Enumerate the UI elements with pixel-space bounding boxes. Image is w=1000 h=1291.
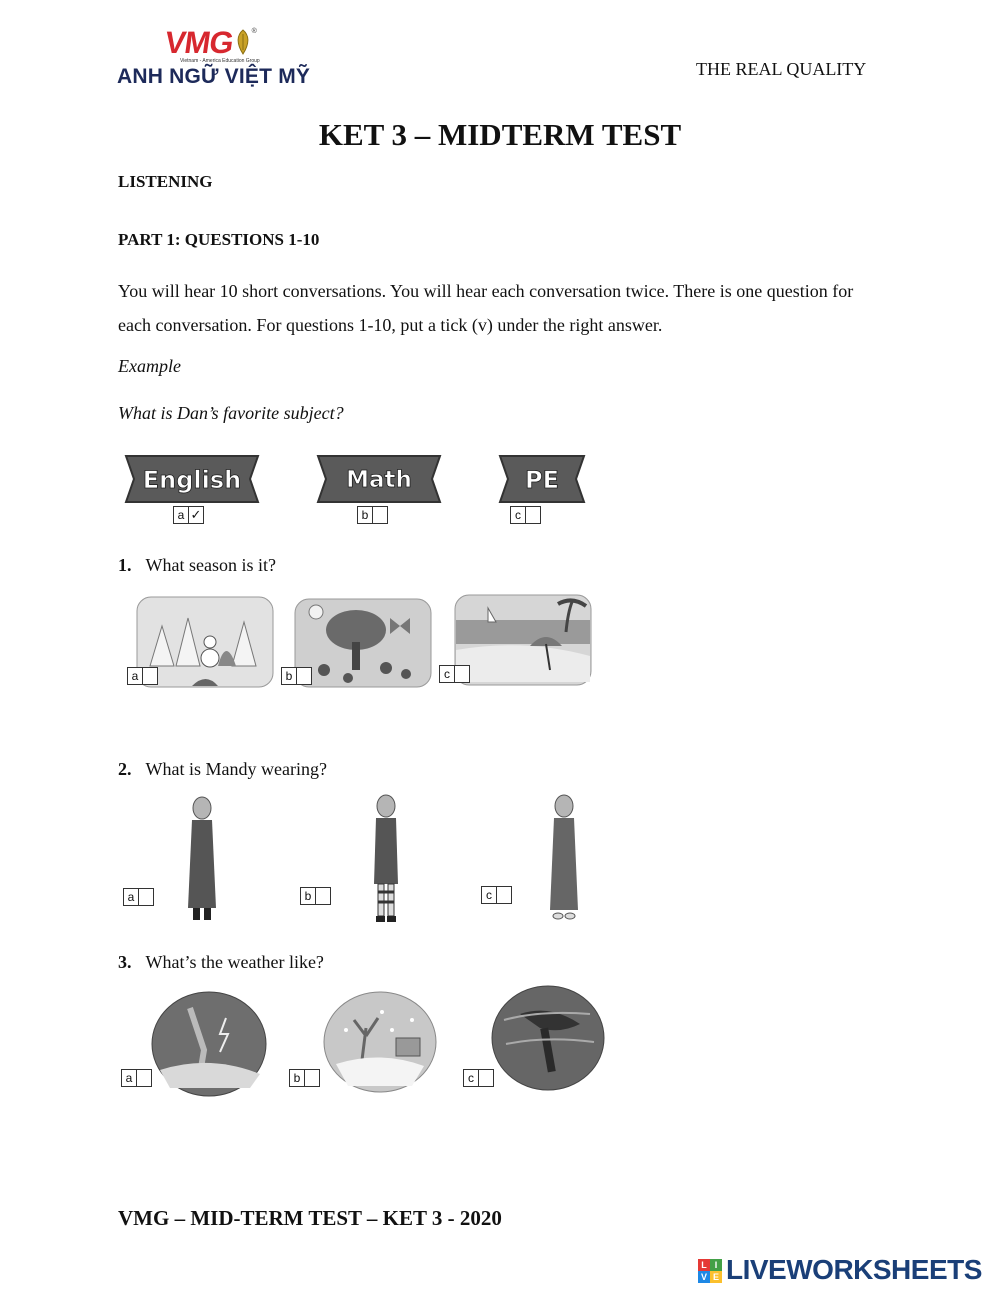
- logo-subtitle: Vietnam - America Education Group: [180, 58, 260, 64]
- part-heading: PART 1: QUESTIONS 1-10: [118, 230, 320, 249]
- logo-registered: ®: [251, 28, 257, 35]
- vmg-logo: [162, 25, 257, 60]
- girl-in-long-dress-sandals-picture: [544, 792, 584, 924]
- example-label: Example: [118, 356, 181, 376]
- example-answer-b[interactable]: [357, 506, 388, 524]
- q1-answer-b[interactable]: [281, 667, 312, 685]
- answer-box: [316, 888, 330, 904]
- spring-scene-picture: [294, 598, 432, 688]
- q2-answer-b[interactable]: [300, 887, 331, 905]
- answer-letter: b: [282, 668, 297, 684]
- answer-box: [143, 668, 157, 684]
- answer-box: [526, 507, 540, 523]
- question-number: 2.: [118, 759, 132, 779]
- question-text: What is Mandy wearing?: [145, 759, 327, 779]
- logo-name: ANH NGỮ VIỆT MỸ: [117, 65, 311, 88]
- tick-mark: ✓: [190, 507, 202, 522]
- q3-answer-b[interactable]: [289, 1069, 320, 1087]
- answer-letter: a: [124, 889, 139, 905]
- answer-letter: b: [358, 507, 373, 523]
- answer-letter: c: [464, 1070, 479, 1086]
- logo-brand: VMG: [162, 25, 236, 60]
- windy-scene-picture: [490, 984, 606, 1092]
- answer-letter: a: [122, 1070, 137, 1086]
- subject-word-english: English: [142, 466, 242, 494]
- snowy-scene-picture: [322, 990, 438, 1094]
- q1-answer-a[interactable]: [127, 667, 158, 685]
- subject-word-math: Math: [346, 467, 412, 493]
- question-number: 3.: [118, 952, 132, 972]
- question-number: 1.: [118, 555, 132, 575]
- q2-answer-a[interactable]: [123, 888, 154, 906]
- q3-answer-c[interactable]: [463, 1069, 494, 1087]
- page-title: KET 3 – MIDTERM TEST: [318, 117, 682, 152]
- answer-letter: c: [440, 666, 455, 682]
- question-3: [118, 952, 324, 973]
- question-text: What’s the weather like?: [145, 952, 324, 972]
- q1-answer-c[interactable]: [439, 665, 470, 683]
- q2-answer-c[interactable]: [481, 886, 512, 904]
- answer-letter: b: [290, 1070, 305, 1086]
- subject-banner-english: [124, 454, 260, 504]
- question-2: [118, 759, 327, 780]
- answer-letter: b: [301, 888, 316, 904]
- tagline: THE REAL QUALITY: [696, 59, 867, 79]
- subject-banner-math: [316, 454, 442, 504]
- subject-banner-pe: [498, 454, 586, 504]
- answer-letter: c: [511, 507, 526, 523]
- girl-in-dress-striped-socks-picture: [364, 792, 408, 926]
- question-text: What season is it?: [145, 555, 276, 575]
- storm-scene-picture: [150, 990, 268, 1098]
- instructions: You will hear 10 short conversations. You will hear each conversation twice. There is one question for each conversation. For questions 1-10, put a tick (v) under the right answer.: [118, 281, 854, 335]
- logo-letter: L: [698, 1259, 710, 1271]
- page-footer: VMG – MID-TERM TEST – KET 3 - 2020: [118, 1206, 502, 1230]
- logo-letter: I: [710, 1259, 722, 1271]
- subject-word-pe: PE: [525, 466, 559, 494]
- pen-nib-icon: [235, 29, 251, 55]
- answer-box: [497, 887, 511, 903]
- example-question: What is Dan’s favorite subject?: [118, 403, 344, 423]
- logo-letter: V: [698, 1271, 710, 1283]
- answer-box: [137, 1070, 151, 1086]
- answer-box: [479, 1070, 493, 1086]
- answer-box: [455, 666, 469, 682]
- liveworksheets-watermark[interactable]: LIVEWORKSHEETS: [726, 1254, 982, 1285]
- question-1: [118, 555, 276, 576]
- answer-box: [305, 1070, 319, 1086]
- answer-letter: c: [482, 887, 497, 903]
- q3-answer-a[interactable]: [121, 1069, 152, 1087]
- answer-box: [297, 668, 311, 684]
- liveworksheets-logo-icon: [698, 1259, 722, 1283]
- example-answer-c[interactable]: [510, 506, 541, 524]
- answer-box: [139, 889, 153, 905]
- answer-letter: a: [128, 668, 143, 684]
- section-heading: LISTENING: [118, 172, 213, 191]
- answer-letter: a: [174, 507, 189, 523]
- girl-in-dress-boots-picture: [180, 794, 224, 926]
- logo-letter: E: [710, 1271, 722, 1283]
- summer-beach-picture: [454, 594, 592, 686]
- answer-box: [373, 507, 387, 523]
- example-answer-a[interactable]: [173, 506, 204, 524]
